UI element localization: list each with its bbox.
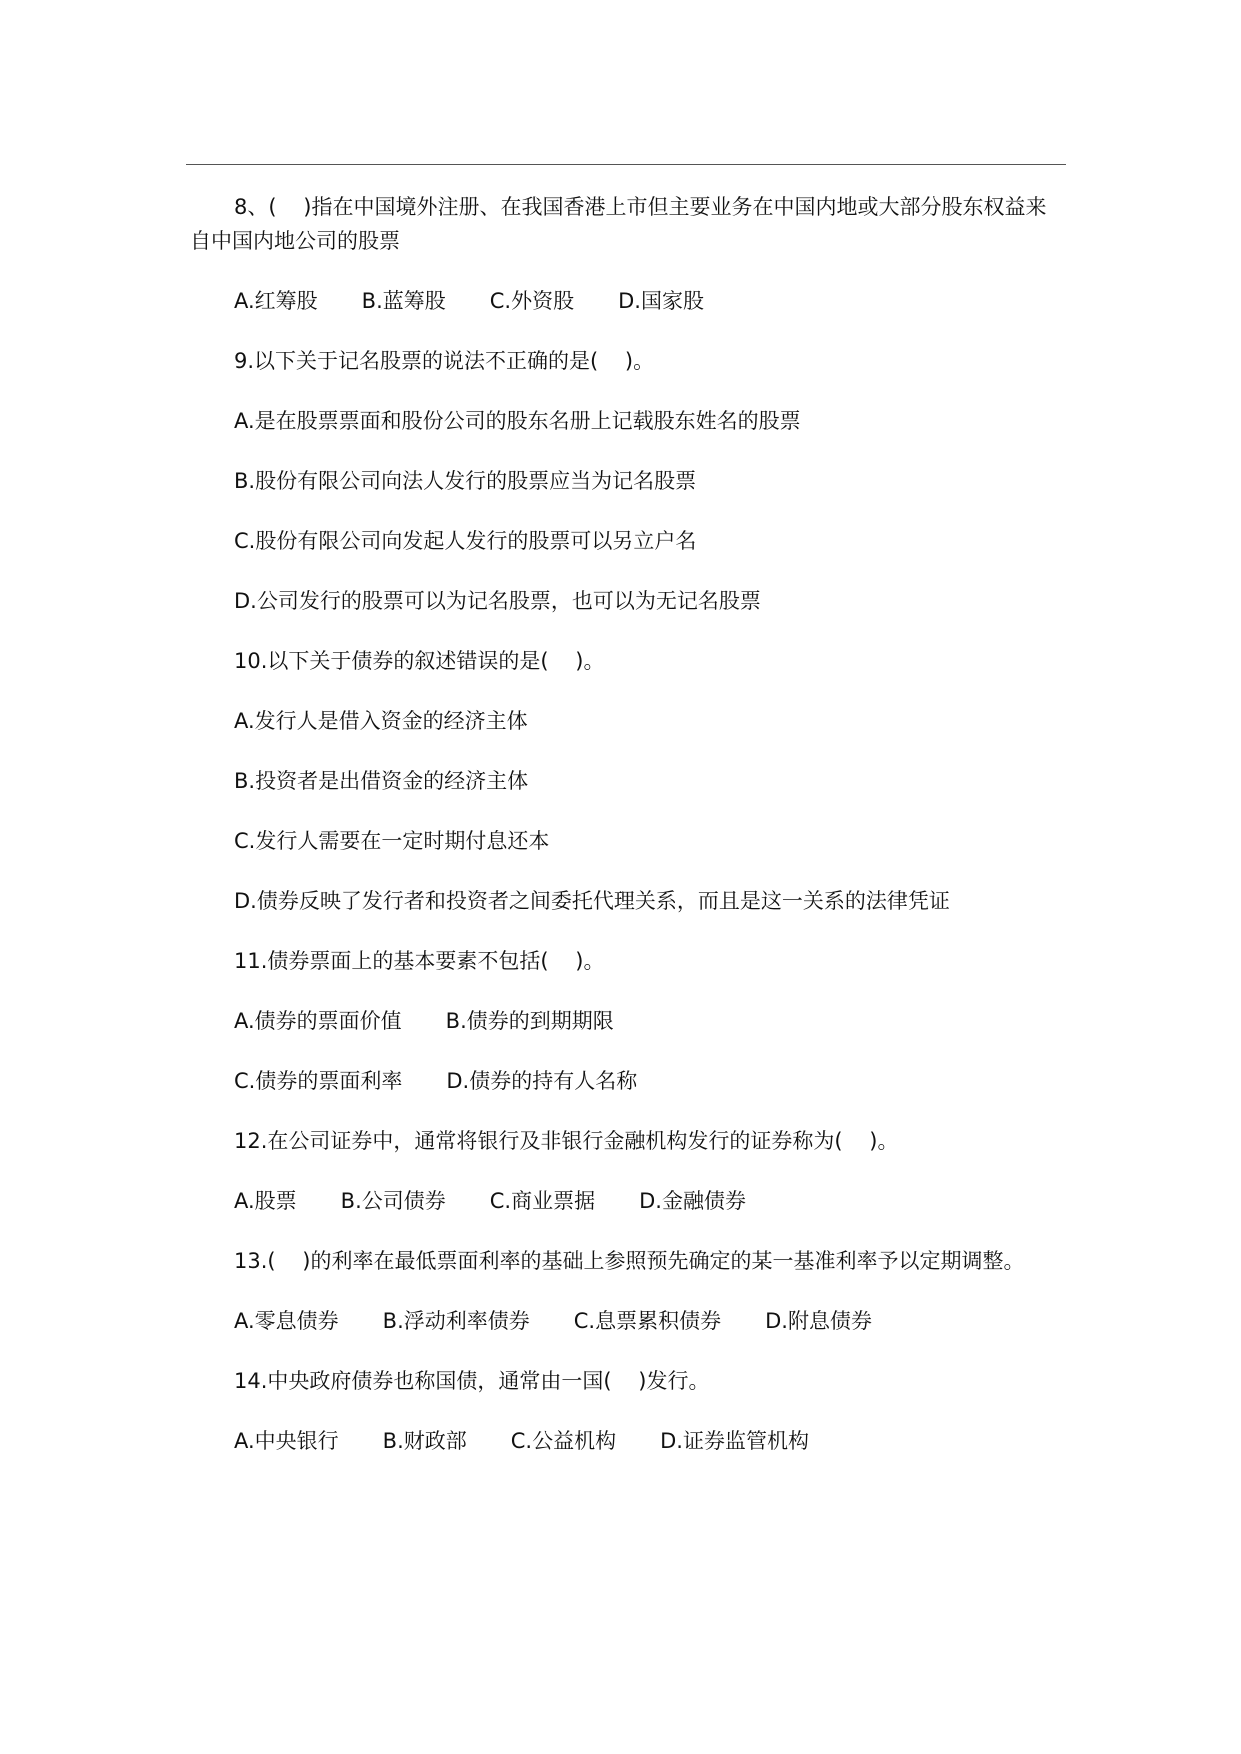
question-8-option-a: A.红筹股: [234, 289, 318, 313]
question-9-option-a: A.是在股票票面和股份公司的股东名册上记载股东姓名的股票: [234, 409, 801, 433]
question-8-stem: 8、( )指在中国境外注册、在我国香港上市但主要业务在中国内地或大部分股东权益来自中国内地公司的股票: [190, 195, 1047, 253]
question-9-option-c: C.股份有限公司向发起人发行的股票可以另立户名: [234, 529, 697, 553]
question-11-option-a: A.债券的票面价值: [234, 1009, 402, 1033]
question-9-option-b: B.股份有限公司向法人发行的股票应当为记名股票: [234, 469, 697, 493]
question-14-option-a: A.中央银行: [234, 1429, 339, 1453]
question-14-option-d: D.证券监管机构: [660, 1429, 809, 1453]
question-list: [190, 190, 1060, 1484]
question-10-option-b: B.投资者是出借资金的经济主体: [234, 769, 529, 793]
question-11-stem: 11.债券票面上的基本要素不包括( )。: [234, 949, 605, 973]
question-14-stem: 14.中央政府债券也称国债，通常由一国( )发行。: [234, 1369, 710, 1393]
question-14-option-b: B.财政部: [382, 1429, 467, 1453]
question-13-option-d: D.附息债券: [765, 1309, 872, 1333]
question-13-option-c: C.息票累积债券: [573, 1309, 722, 1333]
question-12-stem: 12.在公司证券中，通常将银行及非银行金融机构发行的证券称为( )。: [234, 1129, 899, 1153]
question-13-stem: 13.( )的利率在最低票面利率的基础上参照预先确定的某一基准利率予以定期调整。: [234, 1249, 1025, 1273]
question-12-option-b: B.公司债券: [340, 1189, 446, 1213]
question-11-options-row-1: [190, 1004, 1060, 1038]
question-8-option-c: C.外资股: [489, 289, 575, 313]
question-11-option-d: D.债券的持有人名称: [446, 1069, 638, 1093]
question-10-option-c: C.发行人需要在一定时期付息还本: [234, 829, 550, 853]
question-11-options-row-2: [190, 1064, 1060, 1098]
question-14-options: [190, 1424, 1060, 1458]
question-10-option-a: A.发行人是借入资金的经济主体: [234, 709, 528, 733]
question-8-option-d: D.国家股: [618, 289, 704, 313]
question-13-option-b: B.浮动利率债券: [382, 1309, 530, 1333]
question-12-option-a: A.股票: [234, 1189, 297, 1213]
question-12-option-c: C.商业票据: [489, 1189, 596, 1213]
question-12-option-d: D.金融债券: [639, 1189, 746, 1213]
question-11-option-c: C.债券的票面利率: [234, 1069, 403, 1093]
question-13-option-a: A.零息债券: [234, 1309, 339, 1333]
question-8-options: [190, 284, 1060, 318]
question-12-options: [190, 1184, 1060, 1218]
question-11-option-b: B.债券的到期期限: [445, 1009, 614, 1033]
question-8-option-b: B.蓝筹股: [361, 289, 446, 313]
question-14-option-c: C.公益机构: [510, 1429, 617, 1453]
question-10-stem: 10.以下关于债券的叙述错误的是( )。: [234, 649, 605, 673]
header-rule: [186, 164, 1066, 165]
question-9-option-d: D.公司发行的股票可以为记名股票，也可以为无记名股票: [234, 589, 761, 613]
question-10-option-d: D.债券反映了发行者和投资者之间委托代理关系，而且是这一关系的法律凭证: [234, 889, 950, 913]
question-9-stem: 9.以下关于记名股票的说法不正确的是( )。: [234, 349, 655, 373]
question-13-options: [190, 1304, 1060, 1338]
